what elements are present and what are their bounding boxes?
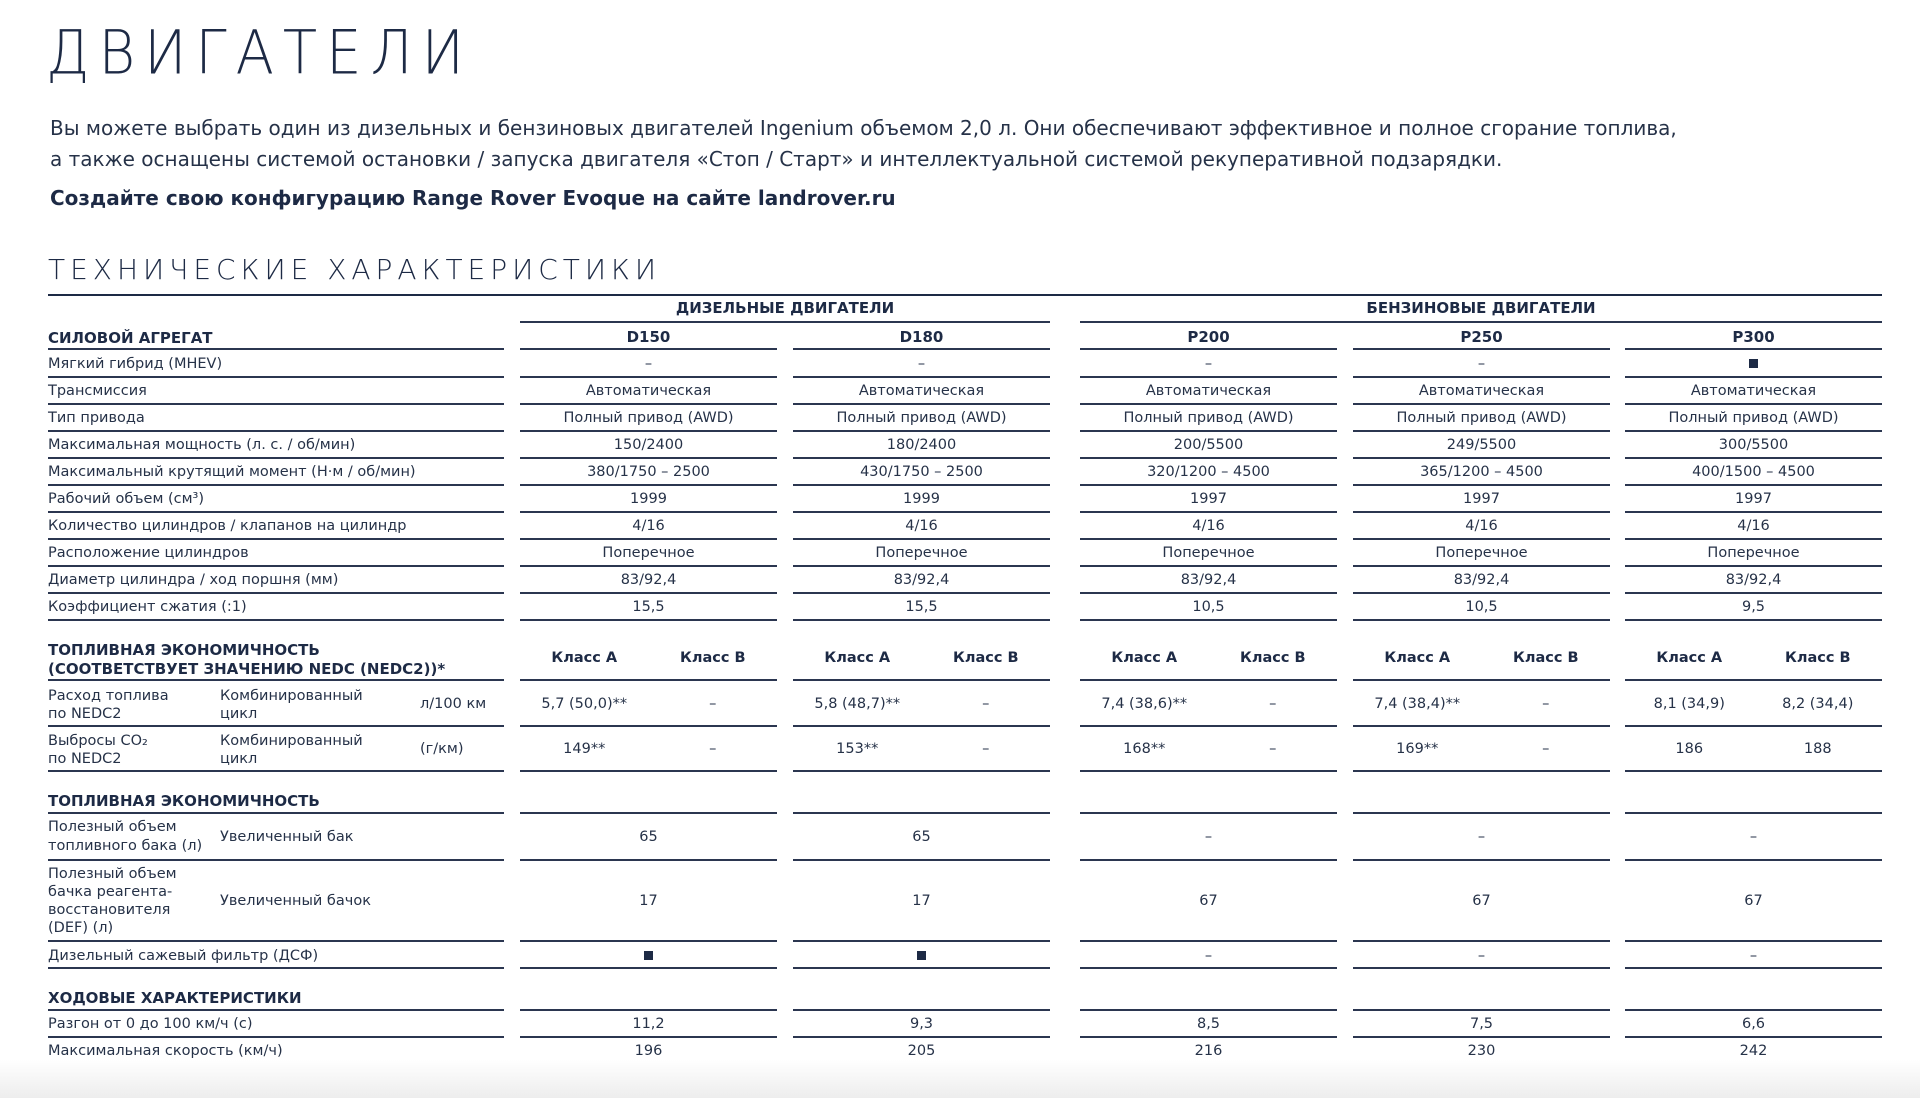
- fuel-value: 8,2 (34,4): [1782, 696, 1854, 712]
- group-rule: [1080, 321, 1882, 323]
- cell-rule: [1080, 940, 1337, 942]
- cell-rule: [1353, 565, 1610, 567]
- label-rule: [48, 859, 504, 861]
- cell-rule: [1080, 770, 1337, 772]
- cell-rule: [520, 484, 777, 486]
- dpf-value: –: [1749, 948, 1758, 964]
- spec-value: Автоматическая: [858, 383, 985, 399]
- driving-heading: ХОДОВЫЕ ХАРАКТЕРИСТИКИ: [48, 989, 302, 1007]
- fuel-label-1: Расход топлива: [48, 688, 169, 704]
- co2-value: –: [1269, 741, 1277, 757]
- engine-header-p300: P300: [1732, 328, 1775, 346]
- cell-rule: [520, 1009, 777, 1011]
- spec-label: Мягкий гибрид (MHEV): [48, 356, 223, 372]
- label-rule: [48, 1036, 504, 1038]
- cell-rule: [1625, 430, 1882, 432]
- spec-value: 365/1200 – 4500: [1420, 464, 1543, 480]
- spec-label: Рабочий объем (см³): [48, 491, 205, 507]
- cell-rule: [1080, 592, 1337, 594]
- label-rule: [48, 619, 504, 621]
- cell-rule: [1625, 812, 1882, 814]
- co2-label-2: по NEDC2: [48, 751, 122, 767]
- tank-value: 65: [912, 829, 931, 845]
- driving-value: 8,5: [1196, 1016, 1221, 1032]
- cell-rule: [793, 430, 1050, 432]
- spec-label: Расположение цилиндров: [48, 545, 249, 561]
- def-value: 17: [912, 893, 931, 909]
- spec-value: 4/16: [1737, 518, 1770, 534]
- page-title: ДВИГАТЕЛИ: [46, 18, 473, 89]
- cell-rule: [1625, 770, 1882, 772]
- driving-value: 11,2: [632, 1016, 665, 1032]
- spec-value: –: [644, 356, 653, 372]
- cell-rule: [1625, 1036, 1882, 1038]
- co2-cycle-1: Комбинированный: [220, 733, 363, 749]
- cell-rule: [793, 592, 1050, 594]
- cell-rule: [1353, 376, 1610, 378]
- co2-unit: (г/км): [420, 741, 464, 757]
- class-b-header: Класс В: [1239, 650, 1306, 666]
- cell-rule: [1353, 403, 1610, 405]
- fuel-value: 7,4 (38,4)**: [1374, 696, 1461, 712]
- tank-value: 65: [639, 829, 658, 845]
- cell-rule: [793, 1009, 1050, 1011]
- cell-rule: [1353, 430, 1610, 432]
- spec-value: Автоматическая: [585, 383, 712, 399]
- fuel-value: 5,8 (48,7)**: [814, 696, 901, 712]
- tank-value: –: [1477, 829, 1486, 845]
- configurator-link-text: Создайте свою конфигурацию Range Rover Evoque на сайте landrover.ru: [50, 186, 896, 210]
- spec-value: 200/5500: [1173, 437, 1244, 453]
- spec-value: 83/92,4: [1180, 572, 1237, 588]
- cell-rule: [520, 725, 777, 727]
- cell-rule: [1353, 679, 1610, 681]
- cell-rule: [1353, 770, 1610, 772]
- label-rule: [48, 484, 504, 486]
- cell-rule: [793, 679, 1050, 681]
- cell-rule: [520, 592, 777, 594]
- tank-section-heading: ТОПЛИВНАЯ ЭКОНОМИЧНОСТЬ: [48, 792, 320, 810]
- intro-text-line-2: а также оснащены системой остановки / запуска двигателя «Стоп / Старт» и интеллектуальной системой рекуперативной подзарядки.: [50, 147, 1503, 171]
- fuel-value: –: [1542, 696, 1550, 712]
- cell-rule: [1080, 859, 1337, 861]
- spec-value: Поперечное: [875, 545, 968, 561]
- cell-rule: [1353, 511, 1610, 513]
- cell-rule: [793, 565, 1050, 567]
- cell-rule: [1625, 457, 1882, 459]
- spec-value: Полный привод (AWD): [1396, 410, 1567, 426]
- label-rule: [48, 376, 504, 378]
- engine-header-p200: P200: [1187, 328, 1230, 346]
- cell-rule: [1080, 376, 1337, 378]
- driving-value: 230: [1467, 1043, 1496, 1059]
- cell-rule: [1353, 592, 1610, 594]
- cell-rule: [793, 940, 1050, 942]
- label-rule: [48, 967, 504, 969]
- dpf-value: [793, 949, 1050, 964]
- co2-value: –: [982, 741, 990, 757]
- cell-rule: [1080, 725, 1337, 727]
- spec-value: 1997: [1735, 491, 1772, 507]
- spec-value: 4/16: [1465, 518, 1498, 534]
- spec-value: Поперечное: [1707, 545, 1800, 561]
- def-value: 67: [1472, 893, 1491, 909]
- included-marker: [917, 951, 926, 960]
- cell-rule: [1625, 859, 1882, 861]
- spec-value: 180/2400: [886, 437, 957, 453]
- driving-value: 216: [1194, 1043, 1223, 1059]
- spec-value: 9,5: [1741, 599, 1766, 615]
- spec-label: Максимальный крутящий момент (Н·м / об/мин): [48, 464, 416, 480]
- label-rule: [48, 457, 504, 459]
- cell-rule: [520, 940, 777, 942]
- cell-rule: [1625, 511, 1882, 513]
- label-rule: [48, 430, 504, 432]
- cell-rule: [1080, 565, 1337, 567]
- co2-value: 149**: [563, 741, 606, 757]
- cell-rule: [1625, 967, 1882, 969]
- section-title: ТЕХНИЧЕСКИЕ ХАРАКТЕРИСТИКИ: [48, 253, 662, 286]
- label-rule: [48, 565, 504, 567]
- label-rule: [48, 538, 504, 540]
- class-b-header: Класс В: [679, 650, 746, 666]
- spec-value: 83/92,4: [1725, 572, 1782, 588]
- class-b-header: Класс В: [1784, 650, 1851, 666]
- engine-header-d180: D180: [899, 328, 944, 346]
- co2-value: 186: [1675, 741, 1704, 757]
- co2-value: –: [709, 741, 717, 757]
- spec-value: 4/16: [1192, 518, 1225, 534]
- spec-value: 15,5: [632, 599, 665, 615]
- label-rule: [48, 812, 504, 814]
- cell-rule: [1080, 967, 1337, 969]
- co2-value: 168**: [1123, 741, 1166, 757]
- def-sub: Увеличенный бачок: [220, 893, 371, 909]
- cell-rule: [520, 812, 777, 814]
- co2-value: 153**: [836, 741, 879, 757]
- label-rule: [48, 679, 504, 681]
- spec-value: 430/1750 – 2500: [860, 464, 983, 480]
- table-top-rule: [48, 294, 1882, 296]
- cell-rule: [1353, 457, 1610, 459]
- cell-rule: [520, 348, 777, 350]
- spec-value: Поперечное: [1162, 545, 1255, 561]
- spec-value: 10,5: [1465, 599, 1498, 615]
- cell-rule: [520, 538, 777, 540]
- cell-rule: [793, 1036, 1050, 1038]
- group-petrol-heading: БЕНЗИНОВЫЕ ДВИГАТЕЛИ: [1366, 299, 1596, 317]
- spec-value: 1999: [630, 491, 667, 507]
- included-marker: [1749, 359, 1758, 368]
- fuel-unit: л/100 км: [420, 696, 487, 712]
- spec-label: Диаметр цилиндра / ход поршня (мм): [48, 572, 339, 588]
- powertrain-heading: СИЛОВОЙ АГРЕГАТ: [48, 329, 213, 347]
- cell-rule: [1080, 484, 1337, 486]
- dpf-value: –: [1204, 948, 1213, 964]
- spec-label: Максимальная мощность (л. с. / об/мин): [48, 437, 356, 453]
- spec-value: 4/16: [905, 518, 938, 534]
- cell-rule: [1353, 484, 1610, 486]
- page-bottom-shade: [0, 1060, 1920, 1098]
- co2-cycle-2: цикл: [220, 751, 258, 767]
- dpf-value: [520, 949, 777, 964]
- cell-rule: [1353, 812, 1610, 814]
- cell-rule: [793, 770, 1050, 772]
- cell-rule: [793, 511, 1050, 513]
- tank-sub: Увеличенный бак: [220, 829, 354, 845]
- class-a-header: Класс А: [1656, 650, 1723, 666]
- dpf-label: Дизельный сажевый фильтр (ДСФ): [48, 948, 319, 964]
- fuel-value: 5,7 (50,0)**: [541, 696, 628, 712]
- co2-value: 169**: [1396, 741, 1439, 757]
- cell-rule: [520, 511, 777, 513]
- cell-rule: [1080, 348, 1337, 350]
- fuel-cycle-2: цикл: [220, 706, 258, 722]
- def-label-4: (DEF) (л): [48, 920, 114, 936]
- class-b-header: Класс В: [952, 650, 1019, 666]
- class-a-header: Класс А: [824, 650, 891, 666]
- fuel-label-2: по NEDC2: [48, 706, 122, 722]
- cell-rule: [520, 430, 777, 432]
- group-diesel-heading: ДИЗЕЛЬНЫЕ ДВИГАТЕЛИ: [675, 299, 895, 317]
- spec-value: Поперечное: [602, 545, 695, 561]
- spec-value: 320/1200 – 4500: [1147, 464, 1270, 480]
- cell-rule: [1353, 619, 1610, 621]
- tank-value: –: [1749, 829, 1758, 845]
- engine-header-d150: D150: [626, 328, 671, 346]
- driving-value: 242: [1739, 1043, 1768, 1059]
- cell-rule: [1625, 376, 1882, 378]
- cell-rule: [1353, 725, 1610, 727]
- tank-label-1: Полезный объем: [48, 819, 177, 835]
- cell-rule: [1080, 619, 1337, 621]
- driving-value: 6,6: [1741, 1016, 1766, 1032]
- cell-rule: [1080, 812, 1337, 814]
- cell-rule: [793, 403, 1050, 405]
- spec-value: Полный привод (AWD): [563, 410, 734, 426]
- spec-value: 1997: [1463, 491, 1500, 507]
- cell-rule: [1353, 967, 1610, 969]
- cell-rule: [1353, 1036, 1610, 1038]
- cell-rule: [1080, 679, 1337, 681]
- spec-value: 150/2400: [613, 437, 684, 453]
- spec-value: Автоматическая: [1690, 383, 1817, 399]
- spec-value: 1997: [1190, 491, 1227, 507]
- label-rule: [48, 770, 504, 772]
- driving-label: Максимальная скорость (км/ч): [48, 1043, 283, 1059]
- class-a-header: Класс А: [1111, 650, 1178, 666]
- driving-value: 9,3: [909, 1016, 934, 1032]
- label-rule: [48, 592, 504, 594]
- cell-rule: [1625, 348, 1882, 350]
- tank-value: –: [1204, 829, 1213, 845]
- cell-rule: [520, 565, 777, 567]
- co2-value: –: [1542, 741, 1550, 757]
- spec-label: Количество цилиндров / клапанов на цилиндр: [48, 518, 407, 534]
- cell-rule: [1080, 1009, 1337, 1011]
- spec-value: 83/92,4: [620, 572, 677, 588]
- cell-rule: [793, 859, 1050, 861]
- cell-rule: [1353, 1009, 1610, 1011]
- class-b-header: Класс В: [1512, 650, 1579, 666]
- intro-text-line-1: Вы можете выбрать один из дизельных и бензиновых двигателей Ingenium объемом 2,0 л. Они обеспечивают эффективное и полное сгорание топлива,: [50, 116, 1677, 140]
- cell-rule: [1080, 538, 1337, 540]
- cell-rule: [1625, 484, 1882, 486]
- tank-label-2: топливного бака (л): [48, 838, 203, 854]
- def-value: 17: [639, 893, 658, 909]
- cell-rule: [1625, 679, 1882, 681]
- cell-rule: [1353, 940, 1610, 942]
- fuel-value: 7,4 (38,6)**: [1101, 696, 1188, 712]
- cell-rule: [793, 812, 1050, 814]
- driving-label: Разгон от 0 до 100 км/ч (с): [48, 1016, 253, 1032]
- cell-rule: [520, 1036, 777, 1038]
- label-rule: [48, 511, 504, 513]
- cell-rule: [1080, 403, 1337, 405]
- spec-value: 4/16: [632, 518, 665, 534]
- driving-value: 196: [634, 1043, 663, 1059]
- cell-rule: [520, 679, 777, 681]
- spec-label: Тип привода: [48, 410, 145, 426]
- co2-value: 188: [1803, 741, 1832, 757]
- spec-value: 380/1750 – 2500: [587, 464, 710, 480]
- group-rule: [520, 321, 1050, 323]
- spec-value: Полный привод (AWD): [1668, 410, 1839, 426]
- cell-rule: [520, 376, 777, 378]
- cell-rule: [793, 619, 1050, 621]
- driving-value: 205: [907, 1043, 936, 1059]
- def-label-1: Полезный объем: [48, 866, 177, 882]
- cell-rule: [1625, 592, 1882, 594]
- cell-rule: [793, 376, 1050, 378]
- cell-rule: [520, 770, 777, 772]
- label-rule: [48, 403, 504, 405]
- spec-label: Трансмиссия: [48, 383, 147, 399]
- fuel-value: –: [1269, 696, 1277, 712]
- cell-rule: [1080, 511, 1337, 513]
- cell-rule: [793, 348, 1050, 350]
- spec-value: –: [1477, 356, 1486, 372]
- spec-value: –: [1204, 356, 1213, 372]
- cell-rule: [793, 538, 1050, 540]
- spec-value: 1999: [903, 491, 940, 507]
- co2-label-1: Выбросы CO₂: [48, 733, 148, 749]
- spec-value: Автоматическая: [1145, 383, 1272, 399]
- fuel-value: 8,1 (34,9): [1653, 696, 1725, 712]
- def-value: 67: [1744, 893, 1763, 909]
- spec-value: 15,5: [905, 599, 938, 615]
- spec-value: Поперечное: [1435, 545, 1528, 561]
- class-a-header: Класс А: [551, 650, 618, 666]
- fuel-cycle-1: Комбинированный: [220, 688, 363, 704]
- spec-value: Автоматическая: [1418, 383, 1545, 399]
- cell-rule: [1625, 538, 1882, 540]
- fuel-value: –: [709, 696, 717, 712]
- cell-rule: [1625, 619, 1882, 621]
- spec-value: 83/92,4: [1453, 572, 1510, 588]
- economy-subheading: (СООТВЕТСТВУЕТ ЗНАЧЕНИЮ NEDC (NEDC2))*: [48, 660, 446, 678]
- cell-rule: [793, 967, 1050, 969]
- cell-rule: [520, 967, 777, 969]
- class-a-header: Класс А: [1384, 650, 1451, 666]
- driving-value: 7,5: [1469, 1016, 1494, 1032]
- cell-rule: [520, 457, 777, 459]
- cell-rule: [1080, 1036, 1337, 1038]
- included-marker: [644, 951, 653, 960]
- cell-rule: [520, 859, 777, 861]
- label-rule: [48, 348, 504, 350]
- spec-value: 249/5500: [1446, 437, 1517, 453]
- spec-value: 10,5: [1192, 599, 1225, 615]
- cell-rule: [793, 484, 1050, 486]
- spec-value: Полный привод (AWD): [1123, 410, 1294, 426]
- spec-label: Коэффициент сжатия (:1): [48, 599, 247, 615]
- fuel-value: –: [982, 696, 990, 712]
- spec-value: 300/5500: [1718, 437, 1789, 453]
- cell-rule: [1353, 538, 1610, 540]
- cell-rule: [793, 457, 1050, 459]
- def-label-2: бачка реагента-: [48, 884, 173, 900]
- engine-header-p250: P250: [1460, 328, 1503, 346]
- def-label-3: восстановителя: [48, 902, 171, 918]
- cell-rule: [1625, 1009, 1882, 1011]
- def-value: 67: [1199, 893, 1218, 909]
- spec-value: Полный привод (AWD): [836, 410, 1007, 426]
- cell-rule: [793, 725, 1050, 727]
- spec-value: –: [917, 356, 926, 372]
- label-rule: [48, 1009, 504, 1011]
- spec-value: [1625, 357, 1882, 372]
- cell-rule: [1080, 430, 1337, 432]
- spec-value: 83/92,4: [893, 572, 950, 588]
- cell-rule: [520, 619, 777, 621]
- label-rule: [48, 725, 504, 727]
- spec-value: 400/1500 – 4500: [1692, 464, 1815, 480]
- cell-rule: [1625, 565, 1882, 567]
- dpf-value: –: [1477, 948, 1486, 964]
- cell-rule: [1353, 859, 1610, 861]
- label-rule: [48, 940, 504, 942]
- cell-rule: [1625, 940, 1882, 942]
- cell-rule: [520, 403, 777, 405]
- cell-rule: [1625, 725, 1882, 727]
- cell-rule: [1353, 348, 1610, 350]
- cell-rule: [1625, 403, 1882, 405]
- economy-heading: ТОПЛИВНАЯ ЭКОНОМИЧНОСТЬ: [48, 641, 320, 659]
- cell-rule: [1080, 457, 1337, 459]
